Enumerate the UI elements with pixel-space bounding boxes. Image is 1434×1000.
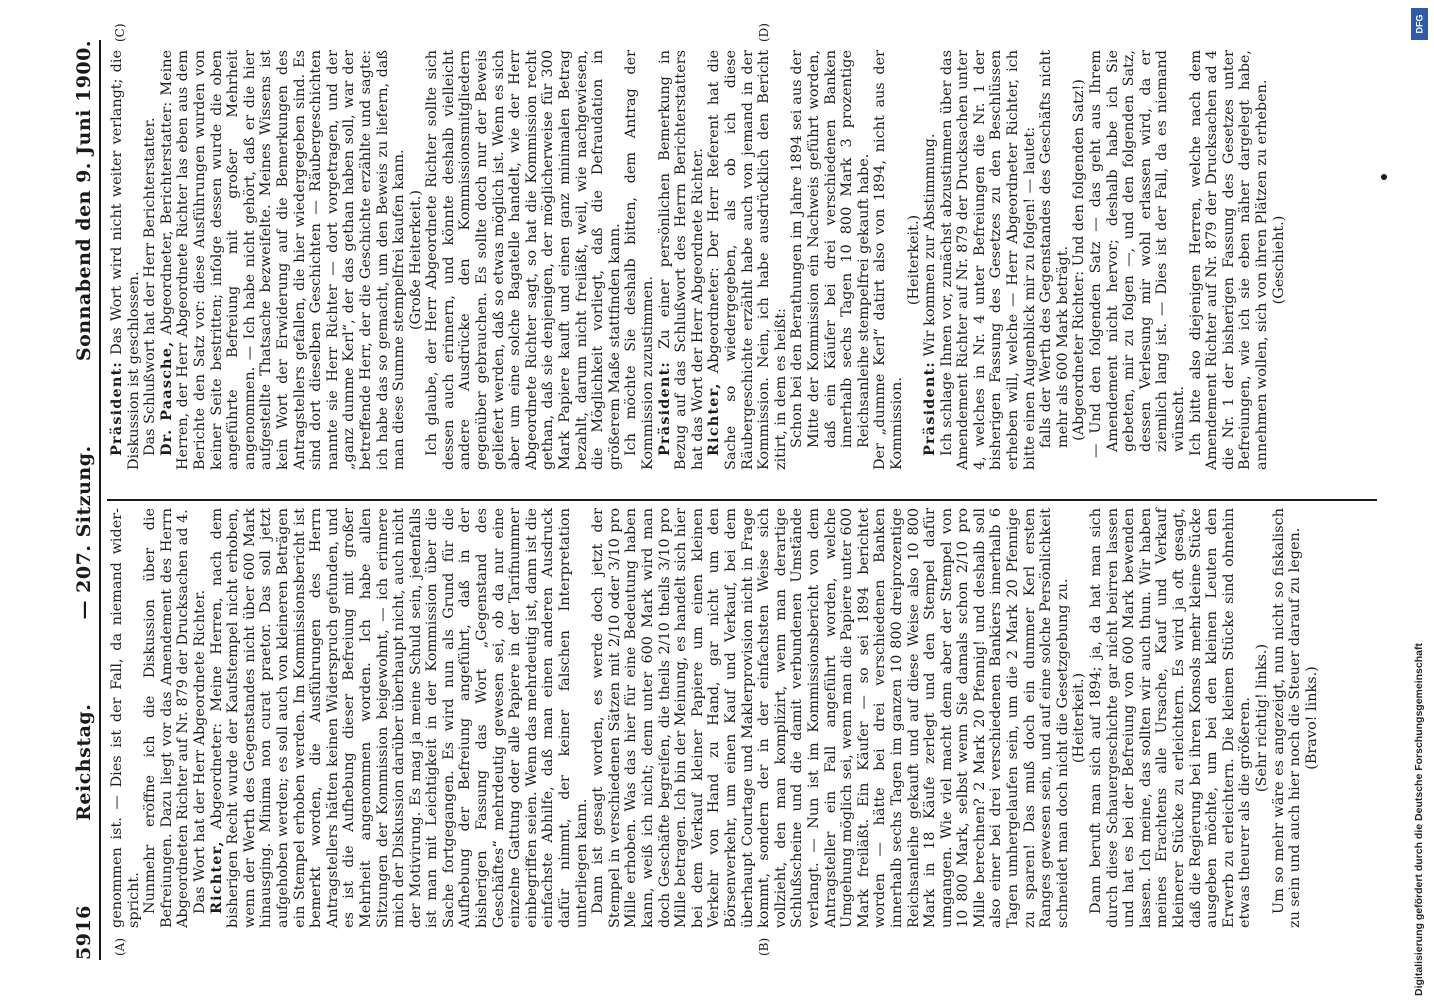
- digitization-sidebar: [1409, 0, 1434, 1000]
- header-date: Sonnabend den 9. Juni 1900.: [73, 40, 95, 362]
- left_column-paragraph: [142, 508, 192, 928]
- paragraph-text: (Heiterkeit.): [905, 214, 922, 306]
- right_column-paragraph: [159, 50, 408, 470]
- page-number: 5916: [73, 905, 95, 960]
- header-chamber: Reichstag.: [73, 703, 95, 821]
- right_column-paragraph: [1071, 50, 1088, 470]
- paragraph-text: Um so mehr wäre es angezeigt, nun nicht so fiskalisch zu sein und auch hier noch die Steuer darauf zu legen.: [1270, 508, 1304, 928]
- column-divider: [107, 499, 1377, 501]
- header-rule: [99, 40, 101, 960]
- paragraph-text: Nunmehr eröffne ich die Diskussion über die Befreiungen. Dazu liegt vor das Amendement des Herrn Abgeordneten Richter auf Nr. 879 der Drucksachen ad 4.: [142, 508, 192, 928]
- right_column-paragraph: [789, 50, 872, 470]
- right_column-paragraph: [939, 50, 1039, 470]
- paragraph-text: (Geschieht.): [1270, 215, 1287, 305]
- paragraph-text: Das Wort hat der Herr Abgeordnete Richter.: [191, 589, 208, 914]
- right_column-paragraph: [872, 50, 905, 470]
- page-header: [55, 40, 95, 960]
- margin-mark-a: (A): [113, 937, 127, 956]
- paragraph-text: falls der Werth des Gegenstandes des Geschäfts nicht mehr als 600 Mark beträgt.: [1038, 50, 1071, 448]
- left_column-paragraph: [1304, 508, 1321, 928]
- margin-mark-c: (C): [113, 23, 127, 42]
- left_column-paragraph: [1271, 508, 1304, 928]
- paragraph-text: Abgeordneter: Meine Herren, nach dem bisherigen Recht wurde der Kaufstempel nicht erhoben, wenn der Werth des Gegenstandes nicht über 600 Mark hinausging. Minima non curat praetor. Das soll jetzt aufgehoben werden; es soll auch von kleineren Beträgen ein Stempel erhoben werden. Im Kommissionsbericht ist bemerkt worden, die Ausführungen des Herrn Antragstellers hätten keinen Widerspruch gefunden, und es ist die Aufhebung dieser Befreiung mit großer Mehrheit angenommen worden. Ich habe allen Sitzungen der Kommission beigewohnt, — ich erinnere mich der Diskussion darüber überhaupt nicht, auch nicht der Motivirung. Es mag ja meine Schuld sein, jedenfalls ist man mit Leichtigkeit in der Kommission über die Sache fortgegangen. Es wird nun als Grund für die Aufhebung der Befreiung angeführt, daß in der bisherigen Fassung das Wort „Gegenstand des Geschäftes“ mehrdeutig gewesen sei, ob da nur eine einzelne Gattung oder alle Papiere in der Tarifnummer einbegriffen seien. Wenn das mehrdeutig ist, dann ist die einfachste Abhilfe, daß man einen anderen Ausdruck dafür nimmt, der keiner falschen Interpretation unterliegen kann.: [208, 508, 590, 928]
- paragraph-text: (Große Heiterkeit.): [407, 190, 424, 331]
- right-column: [109, 50, 1287, 470]
- right_column-paragraph: [408, 50, 425, 470]
- right_column-paragraph: [657, 50, 707, 470]
- right_column-paragraph: [1188, 50, 1271, 470]
- speaker-name: Präsident:: [921, 361, 939, 456]
- margin-mark-d: (D): [757, 23, 771, 42]
- paragraph-text: Das Wort wird nicht weiter verlangt; die Diskussion ist geschlossen.: [109, 50, 142, 470]
- right_column-paragraph: [109, 50, 142, 470]
- paragraph-text: Ich möchte Sie deshalb bitten, dem Antrag der Kommission zuzustimmen.: [623, 50, 656, 470]
- speaker-name: Richter,: [705, 382, 723, 456]
- paragraph-text: — Und den folgenden Satz — das geht aus Ihrem Amendement nicht hervor; deshalb habe ich Sie gebeten, mir zu folgen —, und den folgenden Satz, dessen Verlesung mir wohl erlassen wird, da er ziemlich lang ist. — Dies ist der Fall, da es niemand wünscht.: [1088, 50, 1187, 458]
- right_column-paragraph: [1271, 50, 1288, 470]
- digitization-notice: Digitalisierung gefördert durch die Deutsche Forschungsgemeinschaft: [1413, 643, 1425, 996]
- left_column-paragraph: [1071, 508, 1088, 928]
- left_column-paragraph: [209, 508, 591, 928]
- margin-mark-b: (B): [757, 937, 771, 956]
- left_column-paragraph: [1254, 508, 1271, 928]
- right_column-paragraph: [424, 50, 623, 470]
- paragraph-text: (Sehr richtig! links.): [1253, 643, 1270, 793]
- left_column-paragraph: [192, 508, 209, 928]
- paragraph-text: Dann ist gesagt worden, es werde doch jetzt der Stempel in verschiedenen Sätzen mit 2/10 oder 3/10 pro Mille erhoben. Was das hier für eine Bedeutung haben kann, weiß ich nicht; denn unter 600 Mark wird man doch Geschäfte begreifen, die theils 2/10 theils 3/10 pro Mille betragen. Ich bin der Meinung, es handelt sich hier bei dem Verkauf kleiner Papiere um einen kleinen Verkehr von Hand zu Hand, gar nicht um den Börsenverkehr, um einen Kauf und Verkauf, bei dem überhaupt Courtage und Maklerprovision nicht in Frage kommt, sondern der in der einfachsten Weise sich vollzieht, den man komplizirt, wenn man derartige Schlußscheine und die damit verbundenen Umstände verlangt. — Nun ist im Kommissionsbericht von dem Antragsteller ein Fall angeführt worden, welche Umgehung möglich sei, wenn man die Papiere unter 600 Mark freiläßt. Ein Käufer — so sei 1894 berichtet worden — hätte bei drei verschiedenen Banken innerhalb sechs Tagen im ganzen 10 800 dreiprozentige Reichsanleihe gekauft und auf diese Weise also 10 800 Mark in 18 Käufe zerlegt und den Stempel dafür umgangen. Wie viel macht denn aber der Stempel von 10 800 Mark, selbst wenn Sie damals schon 2/10 pro Mille berechnen? 2 Mark 20 Pfennig! und deshalb soll also einer bei drei verschiedenen Bankiers innerhalb 6 Tagen umhergelaufen sein, um die 2 Mark 20 Pfennige zu sparen! Das muß doch ein dummer Kerl ersten Ranges gewesen sein, und auf eine solche Persönlichkeit schneidet man doch nicht die Gesetzgebung zu.: [590, 508, 1071, 928]
- newspaper-page: [37, 0, 1397, 1000]
- left_column-paragraph: [1088, 508, 1254, 928]
- paragraph-text: Abgeordneter: Der Herr Referent hat die Sache so wiedergegeben, als ob ich diese Räubergeschichte erzählt habe auch von jemand in der Kommission. Nein, ich habe ausdrücklich den Bericht zitirt, in dem es heißt:: [706, 50, 789, 470]
- paragraph-text: Wir kommen zur Abstimmung.: [922, 133, 939, 362]
- right_column-paragraph: [906, 50, 923, 470]
- right_column-paragraph: [706, 50, 789, 470]
- paragraph-text: (Bravo! links.): [1303, 666, 1320, 770]
- right_column-paragraph: [623, 50, 656, 470]
- paragraph-text: genommen ist. — Dies ist der Fall, da niemand wider-spricht.: [109, 508, 142, 928]
- right_column-paragraph: [1088, 50, 1188, 470]
- paragraph-text: Das Schlußwort hat der Herr Berichterstatter.: [142, 117, 159, 456]
- right_column-paragraph: [142, 50, 159, 470]
- left_column-paragraph: [109, 508, 142, 928]
- ink-speck: [1381, 174, 1387, 180]
- paragraph-text: (Heiterkeit.): [1071, 672, 1088, 764]
- right_column-paragraph: [1038, 50, 1071, 470]
- header-session: — 207. Sitzung.: [73, 445, 95, 620]
- paragraph-text: Der „dumme Kerl“ datirt also von 1894, nicht aus der Kommission.: [872, 50, 905, 470]
- paragraph-text: Schon bei den Berathungen im Jahre 1894 sei aus der Mitte der Kommission ein Nachweis geführt worden, daß ein Käufer bei drei verschiedenen Banken innerhalb sechs Tagen 10 800 Mark 3 prozentige Reichsanleihe stempelfrei gekauft habe.: [789, 50, 872, 448]
- dfg-logo: DFG: [1411, 8, 1428, 40]
- paragraph-text: Abgeordneter, Berichterstatter: Meine Herren, der Herr Abgeordnete Richter las eben aus dem Berichte den Satz vor: diese Ausführungen wurden von keiner Seite bestritten; infolge dessen wurde die oben angeführte Befreiung mit großer Mehrheit angenommen. — Ich habe nicht gehört, daß er die hier aufgestellte Thatsache bezweifelte. Meines Wissens ist kein Wort der Erwiderung auf die Bemerkungen des Antragstellers gefallen, die hier wiedergegeben sind. Es sind dort dieselben Geschichten — Räubergeschichten nannte sie Herr Richter — dort vorgetragen, und der „ganz dumme Kerl“, der das gethan haben soll, war der betreffende Herr, der die Geschichte erzählte und sagte: ich habe das so gemacht, um den Beweis zu liefern, daß man diese Summe stempelfrei kaufen kann.: [158, 50, 408, 470]
- paragraph-text: Zu einer persönlichen Bemerkung in Bezug auf das Schlußwort des Herrn Berichterstatters hat das Wort der Herr Abgeordnete Richter.: [656, 50, 706, 470]
- paragraph-text: Ich schlage Ihnen vor, zunächst abzustimmen über das Amendement Richter auf Nr. 879 der Drucksachen unter 4, welches in Nr. 4 unter Befreiungen die Nr. 1 der bisherigen Fassung des Gesetzes zu den Beschlüssen erheben will, welche — Herr Abgeordneter Richter, ich bitte einen Augenblick mir zu folgen! — lautet:: [938, 50, 1038, 470]
- left_column-paragraph: [590, 508, 1071, 928]
- left-column: [109, 508, 1320, 928]
- speaker-name: Präsident:: [108, 361, 125, 456]
- paragraph-text: Ich bitte also diejenigen Herren, welche nach dem Amendement Richter auf Nr. 879 der Drucksachen ad 4 die Nr. 1 der bisherigen Fassung des Gesetzes unter Befreiungen, wie ich sie eben näher dargelegt habe, annehmen wollen, sich von ihren Plätzen zu erheben.: [1187, 50, 1270, 470]
- speaker-name: Richter,: [207, 840, 225, 914]
- right_column-paragraph: [922, 50, 939, 470]
- speaker-name: Präsident:: [655, 361, 673, 456]
- speaker-name: Dr. Paasche,: [157, 340, 175, 456]
- paragraph-text: (Abgeordneter Richter: Und den folgenden Satz!): [1071, 79, 1088, 441]
- paragraph-text: Ich glaube, der Herr Abgeordnete Richter sollte sich dessen auch erinnern, und könnte deshalb vielleicht andere Ausdrücke den Kommissionsmitgliedern gegenüber gebrauchen. Es sollte doch nur der Beweis geliefert werden, daß so etwas möglich ist. Wenn es sich aber um eine solche Bagatelle handelt, wie der Herr Abgeordnete Richter sagt, so hat die Kommission recht gethan, daß sie denjenigen, der möglicherweise für 300 Mark Papiere kauft und einen ganz minimalen Betrag bezahlt, darum nicht freiläßt, weil, wie nachgewiesen, die Möglichkeit vorliegt, daß die Defraudation in größerem Maße stattfinden kann.: [424, 50, 623, 470]
- paragraph-text: Dann beruft man sich auf 1894; ja, da hat man sich durch diese Schauergeschichte gar nicht beirren lassen und hat es bei der Befreiung von 600 Mark bewenden lassen. Ich meine, das sollten wir auch thun. Wir haben meines Erachtens alle Ursache, Kauf und Verkauf kleinerer Stücke zu erleichtern. Es wird ja oft gesagt, daß die Regierung bei ihren Konsols mehr kleine Stücke ausgeben möchte, um bei den kleinen Leuten den Erwerb zu erleichtern. Die kleinen Stücke sind ohnehin etwas theurer als die größeren.: [1088, 508, 1254, 928]
